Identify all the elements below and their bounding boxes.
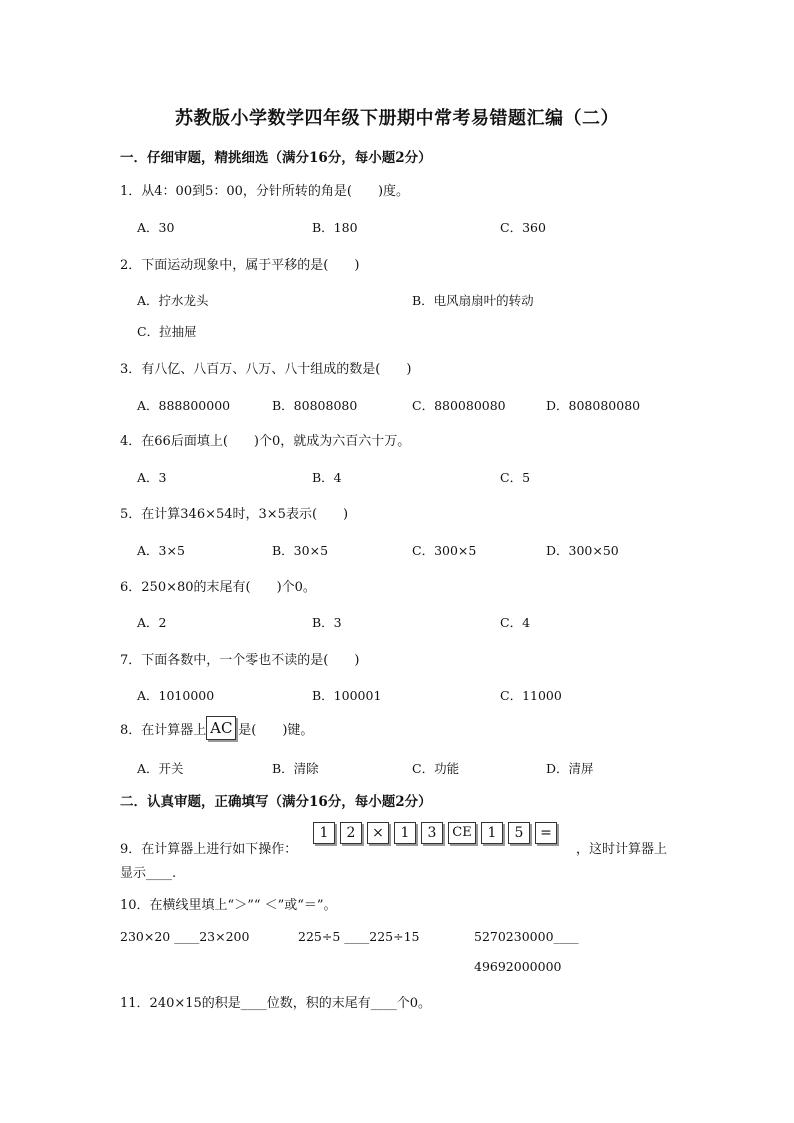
calculator-key-multiply-icon: × [367, 822, 389, 844]
question-5-option-c: C．300×5 [412, 543, 477, 558]
question-10-stem: 10．在横线里填上“＞”“ ＜”或“＝”。 [120, 898, 337, 913]
calculator-ac-key-icon: AC [206, 716, 236, 740]
question-8-stem-start: 8．在计算器上 [120, 723, 207, 738]
question-6-option-a: A．2 [137, 615, 167, 630]
question-5-option-b: B．30×5 [272, 543, 329, 558]
question-2-option-a: A．拧水龙头 [137, 293, 209, 308]
question-4-option-a: A．3 [137, 470, 167, 485]
question-4-stem: 4．在66后面填上( )个0，就成为六百六十万。 [120, 434, 411, 449]
question-4-option-c: C．5 [500, 470, 531, 485]
question-4-option-b: B．4 [312, 470, 342, 485]
question-1-stem: 1．从4：00到5：00，分针所转的角是( )度。 [120, 184, 410, 199]
question-10-item-1: 230×20 ____23×200 [120, 929, 250, 944]
calculator-key-ce-icon: CE [448, 822, 476, 844]
question-8-option-d: D．清屏 [546, 761, 594, 776]
question-7-option-a: A．1010000 [137, 688, 215, 703]
question-1-option-c: C．360 [500, 220, 546, 235]
question-6-option-c: C．4 [500, 615, 531, 630]
question-2-option-c: C．拉抽屉 [137, 324, 197, 339]
question-5-option-a: A．3×5 [137, 543, 185, 558]
page-title: 苏教版小学数学四年级下册期中常考易错题汇编（二） [175, 108, 619, 129]
question-1-option-a: A．30 [137, 220, 175, 235]
calculator-key-1-icon: 1 [394, 822, 416, 844]
question-8-option-b: B．清除 [272, 761, 319, 776]
question-7-stem: 7．下面各数中，一个零也不读的是( ) [120, 653, 360, 668]
question-9-stem-start: 9．在计算器上进行如下操作： [120, 842, 298, 857]
question-9-stem-end: ，这时计算器上 [576, 842, 668, 857]
calculator-key-1-icon: 1 [313, 822, 335, 844]
calculator-key-equals-icon: = [535, 822, 557, 844]
question-8-option-a: A．开关 [137, 761, 184, 776]
question-10-item-2: 225÷5 ____225÷15 [298, 929, 420, 944]
question-11-stem: 11．240×15的积是____位数，积的末尾有____个0。 [120, 996, 432, 1011]
question-3-option-b: B．80808080 [272, 398, 358, 413]
question-3-option-d: D．808080080 [546, 398, 641, 413]
question-8-option-c: C．功能 [412, 761, 460, 776]
question-9-key-sequence [313, 822, 557, 844]
calculator-key-1-icon: 1 [481, 822, 503, 844]
question-3-stem: 3．有八亿、八百万、八万、八十组成的数是( ) [120, 362, 412, 377]
question-8-stem-end: 是( )键。 [238, 723, 314, 738]
question-10-item-3: 5270230000____ [474, 929, 579, 944]
calculator-key-3-icon: 3 [421, 822, 443, 844]
calculator-key-2-icon: 2 [340, 822, 362, 844]
section-heading-fill: 二．认真审题，正确填写（满分16分，每小题2分） [120, 794, 432, 810]
question-6-stem: 6．250×80的末尾有( )个0。 [120, 580, 316, 595]
question-3-option-a: A．888800000 [137, 398, 231, 413]
question-5-stem: 5．在计算346×54时，3×5表示( ) [120, 507, 349, 522]
question-7-option-c: C．11000 [500, 688, 562, 703]
question-3-option-c: C．880080080 [412, 398, 506, 413]
question-6-option-b: B．3 [312, 615, 342, 630]
question-5-option-d: D．300×50 [546, 543, 619, 558]
calculator-key-5-icon: 5 [508, 822, 530, 844]
question-10-item-3-continued: 49692000000 [474, 959, 562, 974]
question-8-stem [120, 716, 313, 740]
question-2-stem: 2．下面运动现象中，属于平移的是( ) [120, 258, 360, 273]
section-heading-choice: 一．仔细审题，精挑细选（满分16分，每小题2分） [120, 150, 432, 166]
question-1-option-b: B．180 [312, 220, 358, 235]
question-2-option-b: B．电风扇扇叶的转动 [412, 293, 534, 308]
question-9-stem-display: 显示____. [120, 866, 177, 881]
question-7-option-b: B．100001 [312, 688, 382, 703]
